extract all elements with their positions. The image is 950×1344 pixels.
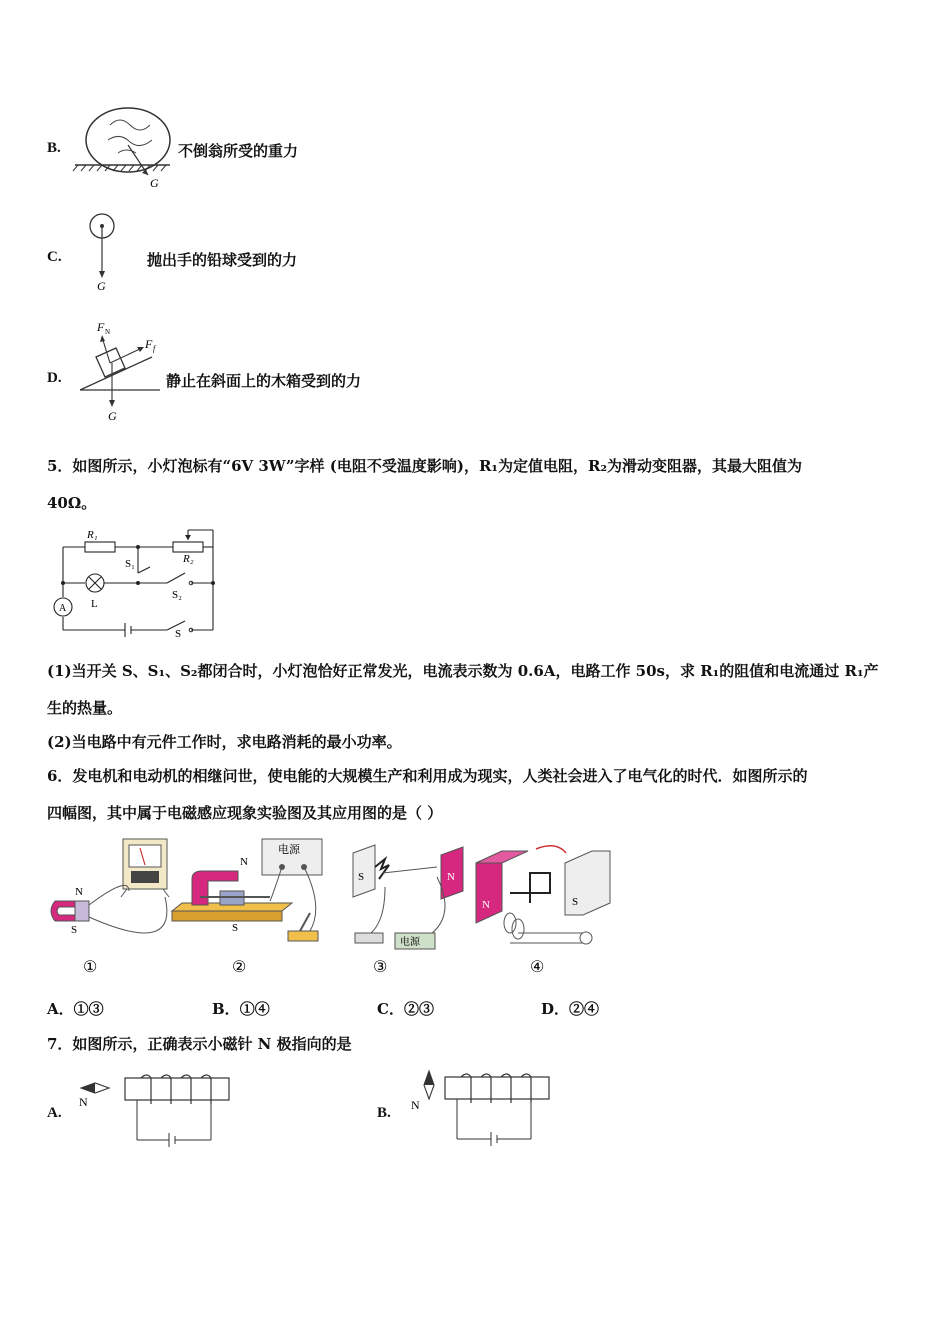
option-label: D． <box>541 1000 570 1018</box>
label-s2: S₂ <box>172 589 182 601</box>
question-part-line: (1)当开关 S、S₁、S₂都闭合时，小灯泡恰好正常发光，电流表示数为 0.6A，电路工作 50s，求 R₁的阻值和电流通过 R₁产 <box>47 662 879 680</box>
option-text: 不倒翁所受的重力 <box>178 142 299 160</box>
s-label: S <box>572 896 579 908</box>
force-label: G <box>97 279 106 293</box>
label-s1: S₁ <box>125 558 135 570</box>
force-label-ff: F <box>145 337 153 351</box>
needle-n-label: N <box>411 1098 420 1112</box>
option-text: 静止在斜面上的木箱受到的力 <box>166 372 362 390</box>
label-r2: R₂ <box>183 553 194 565</box>
force-label-fn: F <box>97 320 105 334</box>
n-label: N <box>447 871 455 883</box>
question-part-line: 生的热量。 <box>47 699 123 717</box>
solenoid-figure <box>75 1070 245 1150</box>
tumbler-figure <box>70 105 180 190</box>
option-label: B. <box>47 140 61 156</box>
label-s: S <box>175 628 182 640</box>
needle-n-label: N <box>79 1095 88 1109</box>
figure-label: ③ <box>373 959 388 976</box>
figure-4-generator <box>470 833 620 978</box>
s-label: S <box>71 924 78 936</box>
option-label: B． <box>212 1000 240 1018</box>
option-d[interactable] <box>541 998 599 1019</box>
question-stem-line: 7．如图所示，正确表示小磁针 N 极指向的是 <box>47 1035 352 1053</box>
figure-label: ② <box>232 959 247 976</box>
option-a[interactable] <box>47 998 104 1019</box>
option-b[interactable] <box>212 998 270 1019</box>
figure-label: ① <box>83 959 98 976</box>
question-stem-line: 5．如图所示，小灯泡标有“6V 3W”字样 (电阻不受温度影响)，R₁为定值电阻，R₂为滑动变阻器，其最大阻值为 <box>47 457 803 475</box>
label-ammeter: A <box>59 603 67 614</box>
option-c[interactable] <box>377 998 434 1019</box>
box-on-incline-figure <box>72 315 172 425</box>
option-label: C. <box>47 249 62 265</box>
circuit-diagram <box>45 525 225 640</box>
power-label: 电源 <box>278 844 300 856</box>
figure-1-induction <box>45 833 175 978</box>
option-value: ①④ <box>239 1000 270 1018</box>
power-label: 电源 <box>400 937 420 948</box>
figure-3-wire-in-field <box>345 833 475 978</box>
force-label: G <box>150 176 159 190</box>
s-label: S <box>358 871 365 883</box>
option-label: B. <box>377 1105 391 1121</box>
n-label: N <box>240 856 248 868</box>
shot-put-figure <box>85 208 125 293</box>
force-label-ff-sub: f <box>153 344 156 353</box>
option-value: ②③ <box>403 1000 434 1018</box>
option-label: A. <box>47 1105 62 1121</box>
figure-2-motor <box>170 833 345 978</box>
force-label-g: G <box>108 409 117 423</box>
label-lamp: L <box>91 598 98 610</box>
figure-label: ④ <box>530 959 545 976</box>
question-part-line: (2)当电路中有元件工作时，求电路消耗的最小功率。 <box>47 733 402 751</box>
option-label: C． <box>377 1000 404 1018</box>
option-value: ②④ <box>569 1000 600 1018</box>
n-label: N <box>75 886 83 898</box>
option-text: 抛出手的铅球受到的力 <box>147 251 298 269</box>
option-value: ①③ <box>73 1000 104 1018</box>
option-label: D. <box>47 370 62 386</box>
option-label: A． <box>47 1000 74 1018</box>
question-stem-line: 四幅图，其中属于电磁感应现象实验图及其应用图的是（ ） <box>47 804 443 822</box>
n-label: N <box>482 899 490 911</box>
force-label-fn-sub: N <box>105 328 111 336</box>
question-stem-line: 6．发电机和电动机的相继问世，使电能的大规模生产和利用成为现实，人类社会进入了电气化的时代．如图所示的 <box>47 767 808 785</box>
s-label: S <box>232 922 239 934</box>
question-stem-line: 40Ω。 <box>47 494 97 512</box>
label-r1: R₁ <box>87 529 98 541</box>
solenoid-figure <box>405 1065 575 1150</box>
